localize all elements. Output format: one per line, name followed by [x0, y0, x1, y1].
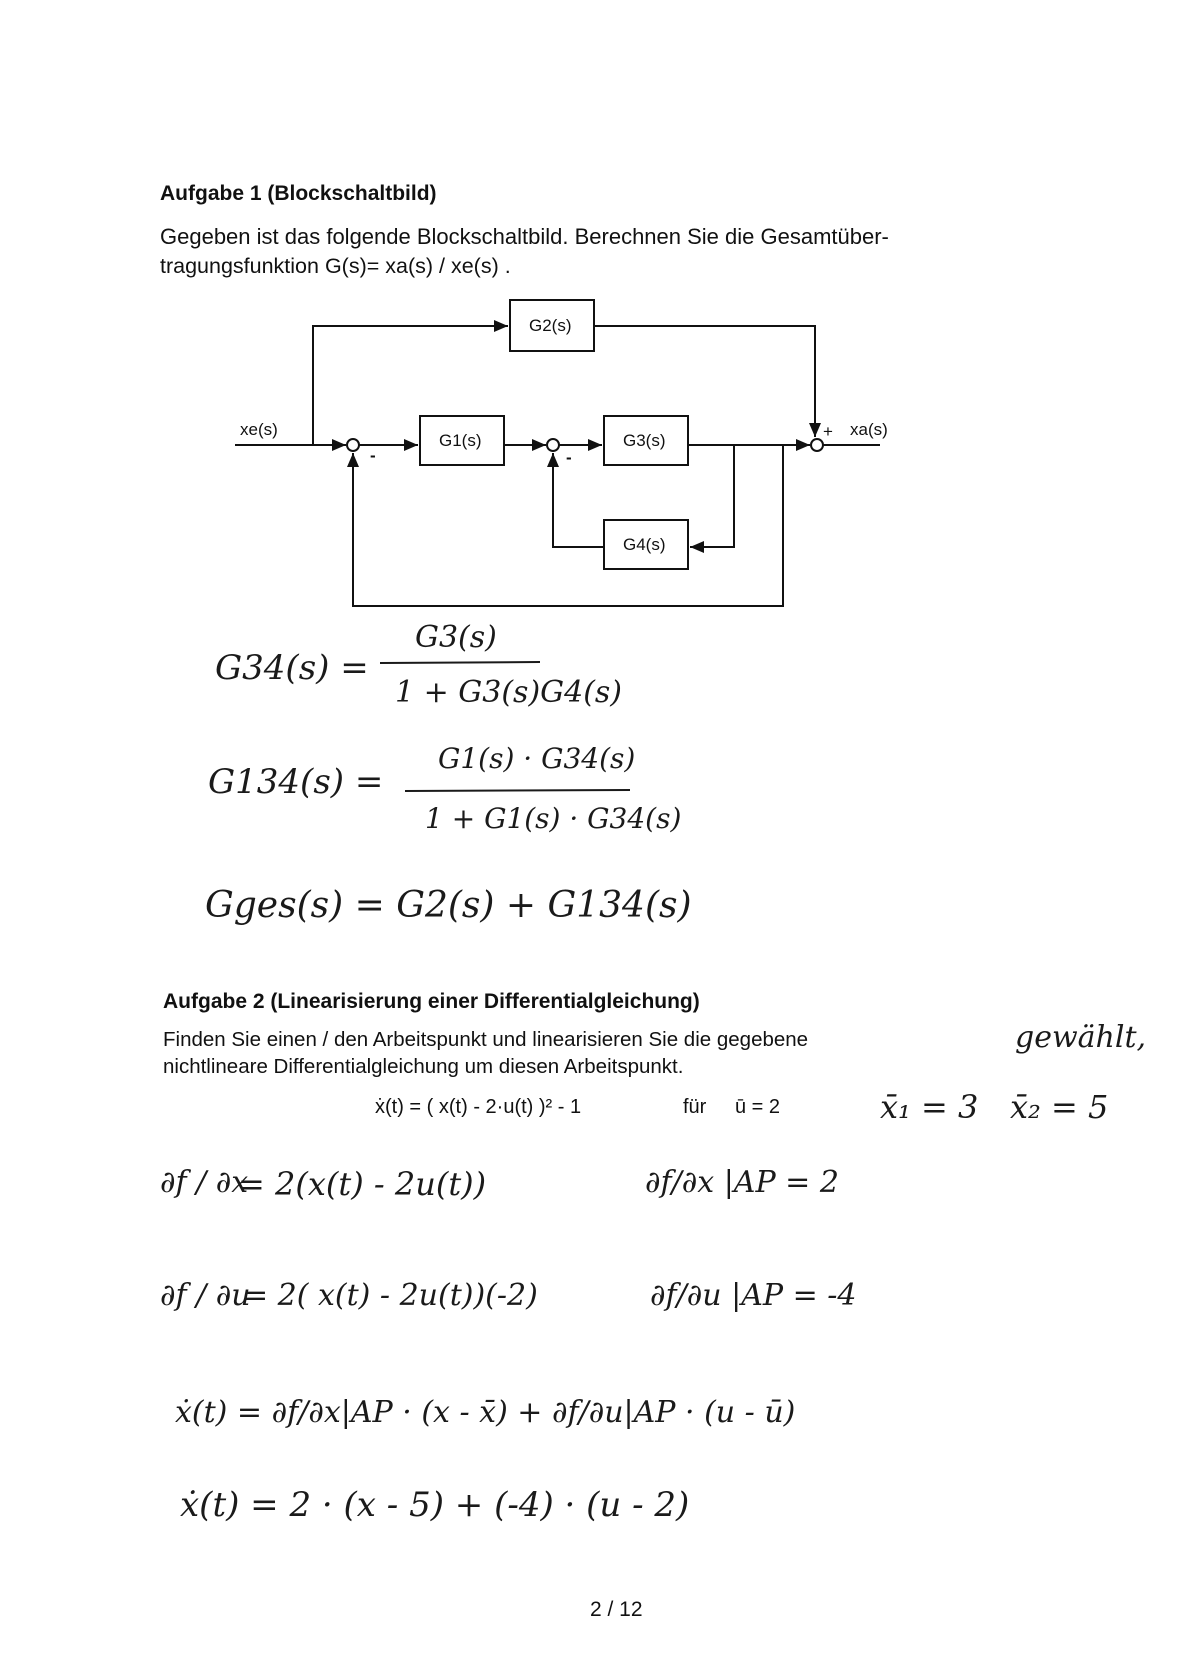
block-g4-label: G4(s) [623, 535, 666, 554]
hw-g134-denominator: 1 + G1(s) · G34(s) [425, 802, 682, 835]
hw-gges: Gges(s) = G2(s) + G134(s) [205, 885, 692, 926]
hw-dfdu-lhs: ∂f / ∂u [160, 1278, 251, 1313]
hw-g134-fraction-bar [405, 788, 645, 794]
hw-x1: x̄₁ = 3 [880, 1088, 979, 1126]
task1-heading: Aufgabe 1 (Blockschaltbild) [160, 182, 437, 205]
task1-text-line1: Gegeben ist das folgende Blockschaltbild. Berechnen Sie die Gesamtüber- [160, 224, 889, 249]
hw-linearization-general: ẋ(t) = ∂f/∂x|AP · (x - x̄) + ∂f/∂u|AP · (u - ū) [175, 1395, 796, 1430]
block-g2-label: G2(s) [529, 316, 572, 335]
hw-g134-lhs: G134(s) = [208, 762, 384, 802]
hw-g34-fraction-bar [380, 660, 580, 666]
diagram-input-label: xe(s) [240, 420, 278, 439]
hw-dfdu-rhs: = 2( x(t) - 2u(t))(-2) [243, 1278, 538, 1313]
task2-for-label: für [683, 1096, 707, 1118]
sum-junction-3 [811, 439, 823, 451]
hw-g34-lhs: G34(s) = [215, 648, 369, 688]
task2-ubar: ū = 2 [735, 1096, 781, 1118]
sign-plus: + [823, 422, 833, 441]
task2-equation: ẋ(t) = ( x(t) - 2·u(t) )² - 1 [375, 1096, 582, 1118]
block-g3-label: G3(s) [623, 431, 666, 450]
task2-text-line1: Finden Sie einen / den Arbeitspunkt und linearisieren Sie die gegebene [163, 1028, 809, 1051]
task1-text-line2: tragungsfunktion G(s)= xa(s) / xe(s) . [160, 254, 511, 278]
sum-junction-1 [347, 439, 359, 451]
task2-text-line2: nichtlineare Differentialgleichung um diesen Arbeitspunkt. [163, 1055, 684, 1078]
sign-minus-2: - [566, 448, 572, 467]
hw-dfdx-rhs: = 2(x(t) - 2u(t)) [238, 1165, 487, 1203]
hw-dfdx-ap: ∂f/∂x |AP = 2 [645, 1165, 839, 1200]
diagram-output-label: xa(s) [850, 420, 888, 439]
hw-g34-numerator: G3(s) [415, 620, 497, 655]
hw-g134-numerator: G1(s) · G34(s) [438, 742, 636, 775]
hw-dfdx-lhs: ∂f / ∂x [160, 1165, 249, 1200]
task2-heading: Aufgabe 2 (Linearisierung einer Differentialgleichung) [163, 990, 700, 1013]
hw-x2: x̄₂ = 5 [1010, 1088, 1109, 1126]
block-g1-label: G1(s) [439, 431, 482, 450]
hw-dfdu-ap: ∂f/∂u |AP = -4 [650, 1278, 857, 1313]
hw-g34-denominator: 1 + G3(s)G4(s) [395, 675, 623, 710]
sum-junction-2 [547, 439, 559, 451]
hw-linearization-result: ẋ(t) = 2 · (x - 5) + (-4) · (u - 2) [180, 1485, 690, 1525]
page-number: 2 / 12 [590, 1598, 643, 1621]
sign-minus-1: - [370, 446, 376, 465]
hw-chosen: gewählt, [1015, 1020, 1147, 1055]
